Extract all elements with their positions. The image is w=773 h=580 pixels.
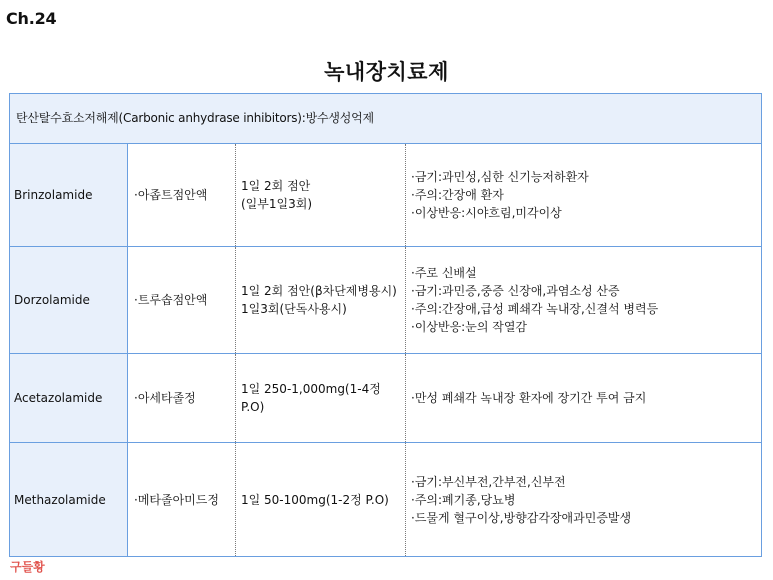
- dosage-line: 1일 250-1,000mg(1-4정: [241, 382, 381, 396]
- note-line: ·주의:간장애,급성 폐쇄각 녹내장,신결석 병력등: [411, 302, 659, 316]
- table-row: [10, 144, 761, 246]
- table-header: 탄산탈수효소저해제(Carbonic anhydrase inhibitors):방수생성억제: [10, 94, 761, 144]
- note-line: ·이상반응:눈의 작열감: [411, 320, 528, 334]
- dosage-line: 1일 2회 점안: [241, 179, 311, 193]
- note-line: ·금기:부신부전,간부전,신부전: [411, 474, 566, 489]
- dosage-line: 1일3회(단독사용시): [241, 302, 347, 316]
- dosage-line: 1일 2회 점안(β차단제병용시): [241, 284, 397, 298]
- drug-form: ·아좁트점안액: [128, 144, 236, 246]
- drug-table: [9, 93, 762, 557]
- drug-name: Brinzolamide: [10, 144, 128, 246]
- table-row: [10, 442, 761, 556]
- note-line: ·주의:간장애 환자: [411, 188, 504, 202]
- page-title: 녹내장치료제: [324, 60, 449, 84]
- chapter-label: Ch.24: [6, 9, 57, 28]
- note-line: ·주의:폐기종,당뇨병: [411, 492, 516, 507]
- drug-notes: [406, 247, 761, 353]
- drug-dosage: [236, 443, 406, 556]
- drug-form: ·트루솝점안액: [128, 247, 236, 353]
- table-row: [10, 353, 761, 442]
- dosage-line: P.O): [241, 400, 265, 414]
- note-line: ·이상반응:시야흐림,미각이상: [411, 206, 562, 220]
- drug-form: ·메타졸아미드정: [128, 443, 236, 556]
- note-line: ·드물게 혈구이상,방향감각장애과민증발생: [411, 510, 632, 525]
- table-row: [10, 246, 761, 353]
- note-line: ·금기:과민성,심한 신기능저하환자: [411, 170, 589, 184]
- dosage-line: 1일 50-100mg(1-2정 P.O): [241, 492, 389, 507]
- drug-name: Methazolamide: [10, 443, 128, 556]
- drug-notes: [406, 354, 761, 442]
- author-footer: 구들황: [10, 560, 45, 574]
- drug-form: ·아세타졸정: [128, 354, 236, 442]
- drug-name: Acetazolamide: [10, 354, 128, 442]
- dosage-line: (일부1일3회): [241, 197, 313, 211]
- drug-name: Dorzolamide: [10, 247, 128, 353]
- note-line: ·금기:과민증,중증 신장애,과염소성 산증: [411, 284, 620, 298]
- drug-dosage: [236, 247, 406, 353]
- drug-dosage: [236, 144, 406, 246]
- drug-notes: [406, 144, 761, 246]
- drug-notes: [406, 443, 761, 556]
- note-line: ·만성 폐쇄각 녹내장 환자에 장기간 투여 금지: [411, 391, 647, 405]
- drug-dosage: [236, 354, 406, 442]
- note-line: ·주로 신배설: [411, 266, 477, 280]
